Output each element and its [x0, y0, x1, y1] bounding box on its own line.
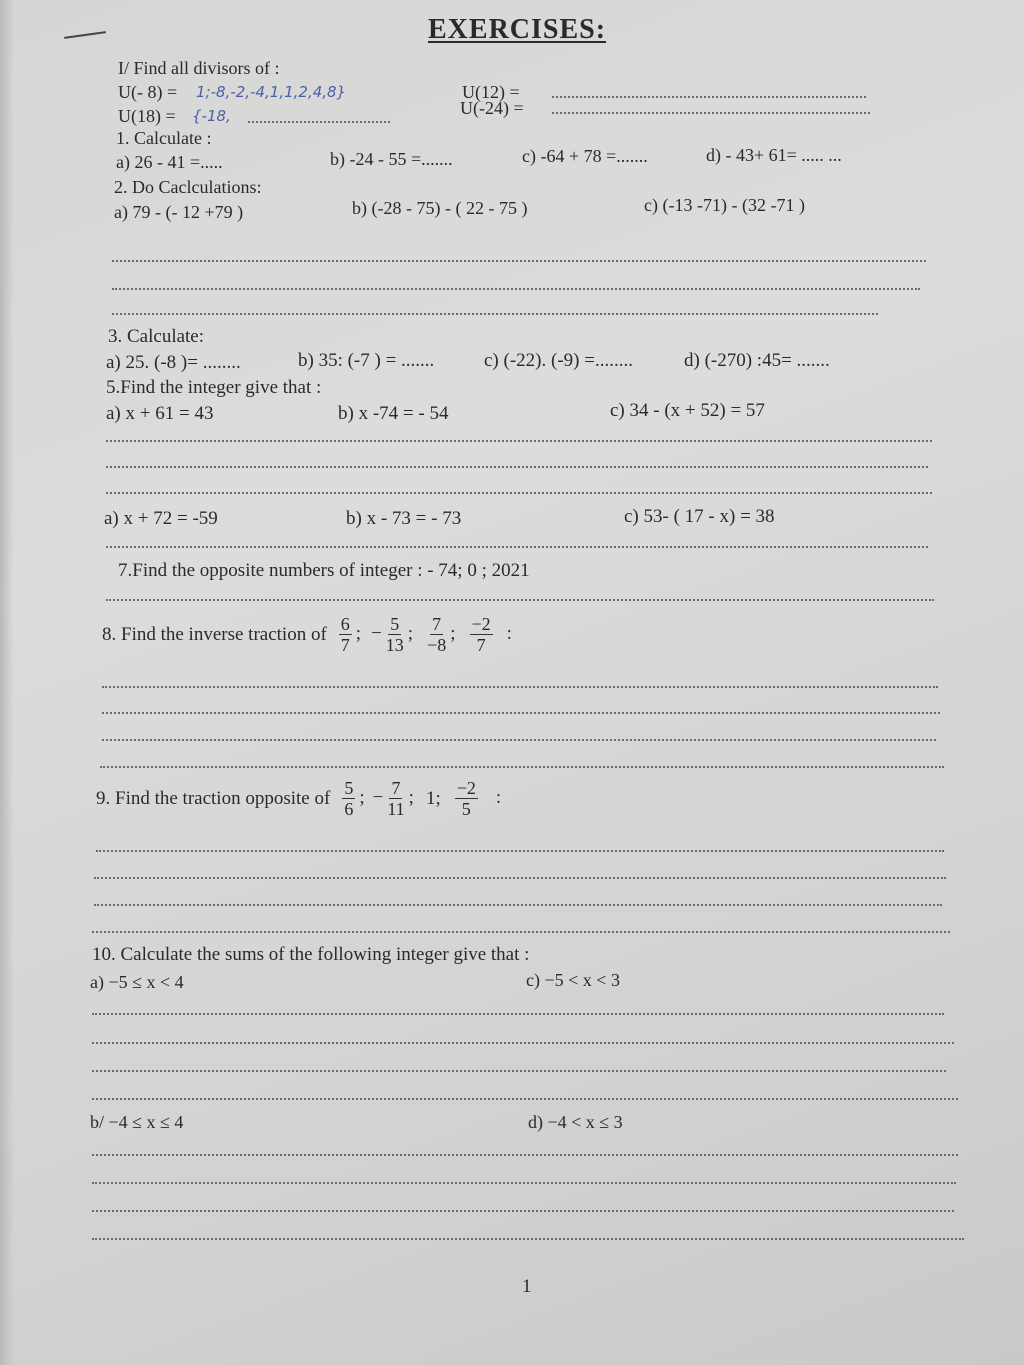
answer-line	[92, 1238, 964, 1240]
answer-line	[96, 850, 944, 852]
answer-line	[94, 877, 946, 879]
answer-line	[112, 288, 920, 290]
q3-item-c: c) (-22). (-9) =........	[484, 350, 633, 371]
q9-question	[96, 778, 501, 819]
q5-row1-a: a) x + 61 = 43	[106, 403, 214, 424]
answer-line	[112, 260, 926, 262]
divisors-heading: I/ Find all divisors of :	[118, 58, 280, 78]
q1-heading: 1. Calculate :	[116, 128, 212, 148]
answer-line	[92, 931, 950, 933]
q8-fraction-4: $\frac{-2}{7}$ :	[471, 614, 512, 655]
q10-heading: 10. Calculate the sums of the following integer give that :	[92, 944, 530, 965]
q3-heading: 3. Calculate:	[108, 326, 205, 347]
u-minus24-label: U(-24) =	[460, 98, 524, 118]
page-edge-shadow	[0, 0, 14, 1365]
answer-line	[248, 121, 390, 123]
answer-line	[92, 1154, 958, 1156]
q10-item-a: a) −5 ≤ x < 4	[90, 972, 184, 992]
u12-label: U(12) =	[462, 82, 520, 102]
q5-heading: 5.Find the integer give that :	[106, 377, 322, 398]
page-title: EXERCISES:	[428, 14, 607, 45]
u-minus8-handwritten-answer: 1;-8,-2,-4,1,1,2,4,8}	[196, 83, 347, 101]
answer-line	[92, 1013, 944, 1015]
q8-fraction-2: − $\frac{5}{13}$ ;	[371, 614, 414, 655]
q9-integer: 1;	[425, 787, 441, 809]
q2-item-a: a) 79 - (- 12 +79 )	[114, 202, 244, 222]
answer-line	[92, 1182, 956, 1184]
answer-line	[112, 313, 878, 315]
q8-fraction-3: $\frac{7}{-8}$ ;	[427, 614, 456, 655]
answer-line	[92, 1098, 958, 1100]
answer-line	[92, 1210, 954, 1212]
q10-item-b: b/ −4 ≤ x ≤ 4	[90, 1112, 184, 1132]
q3-item-a: a) 25. (-8 )= ........	[106, 352, 241, 373]
answer-line	[102, 686, 938, 688]
q5-row2-c: c) 53- ( 17 - x) = 38	[624, 506, 775, 527]
q9-fraction-2: − $\frac{7}{11}$ ;	[372, 778, 414, 819]
q1-item-b: b) -24 - 55 =.......	[330, 149, 453, 169]
answer-line	[92, 1042, 954, 1044]
q10-item-c: c) −5 < x < 3	[526, 970, 620, 990]
q5-row2-b: b) x - 73 = - 73	[346, 508, 462, 529]
answer-line	[106, 599, 934, 601]
u18-handwritten-answer: {-18,	[192, 107, 231, 125]
q9-fraction-3: $\frac{-2}{5}$ :	[456, 778, 502, 819]
answer-line	[552, 96, 866, 98]
q2-item-b: b) (-28 - 75) - ( 22 - 75 )	[352, 198, 528, 218]
q1-item-c: c) -64 + 78 =.......	[522, 146, 648, 166]
answer-line	[102, 712, 940, 714]
q5-row1-c: c) 34 - (x + 52) = 57	[610, 400, 765, 421]
page-number: 1	[522, 1276, 532, 1297]
q9-fraction-1: $\frac{5}{6}$ ;	[344, 778, 365, 819]
q1-item-d: d) - 43+ 61= ..... ...	[706, 145, 842, 165]
q9-heading: 9. Find the traction opposite of	[96, 787, 331, 809]
q8-question	[102, 614, 512, 655]
answer-line	[106, 466, 928, 468]
answer-line	[100, 766, 944, 768]
answer-line	[94, 904, 942, 906]
answer-line	[106, 440, 932, 442]
answer-line	[92, 1070, 946, 1072]
q2-heading: 2. Do Caclculations:	[114, 177, 262, 197]
q5-row1-b: b) x -74 = - 54	[338, 403, 449, 424]
q10-item-d: d) −4 < x ≤ 3	[528, 1112, 623, 1132]
q8-fraction-1: $\frac{6}{7}$ ;	[340, 614, 362, 655]
q7-heading: 7.Find the opposite numbers of integer : - 74; 0 ; 2021	[118, 560, 530, 581]
u-minus8-label: U(- 8) =	[118, 82, 178, 102]
q5-row2-a: a) x + 72 = -59	[104, 508, 218, 529]
u18-label: U(18) =	[118, 106, 176, 126]
answer-line	[106, 546, 928, 548]
q2-item-c: c) (-13 -71) - (32 -71 )	[644, 195, 805, 215]
answer-line	[106, 492, 932, 494]
pen-mark	[64, 31, 106, 39]
q3-item-d: d) (-270) :45= .......	[684, 350, 830, 371]
answer-line	[102, 739, 936, 741]
q3-item-b: b) 35: (-7 ) = .......	[298, 350, 435, 371]
answer-line	[552, 112, 870, 114]
q8-heading: 8. Find the inverse traction of	[102, 623, 327, 645]
q1-item-a: a) 26 - 41 =.....	[116, 152, 223, 172]
